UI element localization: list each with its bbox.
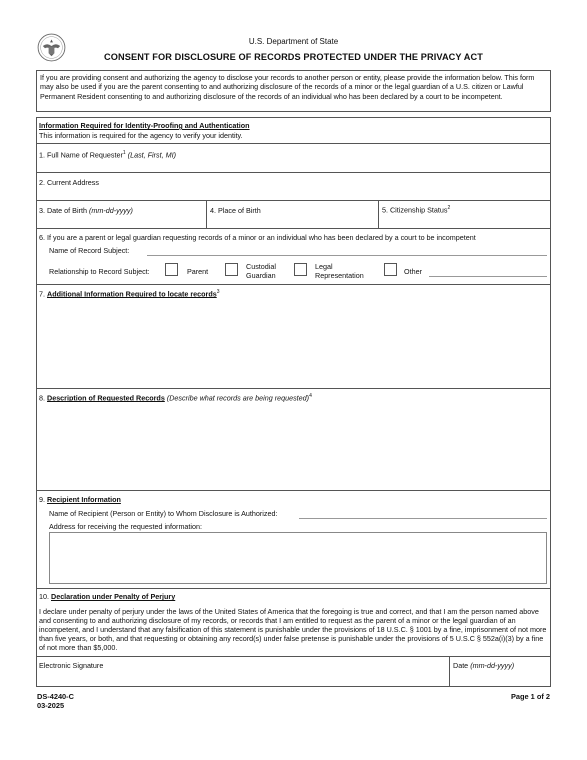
form-revision: 03-2025	[37, 701, 65, 710]
record-subject-input[interactable]	[147, 255, 547, 256]
place-of-birth-label: 4. Place of Birth	[210, 206, 261, 215]
footnote-marker: 3	[216, 289, 220, 295]
section-9-heading: 9. Recipient Information	[39, 495, 121, 504]
other-option-label: Other	[404, 267, 422, 276]
requested-records-textarea[interactable]	[37, 403, 550, 489]
full-name-label: 1. Full Name of Requester	[39, 150, 123, 160]
other-checkbox[interactable]	[384, 263, 397, 276]
electronic-signature-label: Electronic Signature	[39, 661, 104, 670]
relationship-label: Relationship to Record Subject:	[49, 267, 150, 276]
current-address-field[interactable]	[39, 178, 99, 187]
page-number: Page 1 of 2	[510, 692, 550, 701]
recipient-address-input[interactable]	[49, 532, 547, 584]
citizenship-status-label: 5. Citizenship Status	[382, 205, 448, 215]
recipient-address-label: Address for receiving the requested information:	[49, 522, 203, 531]
citizenship-status-field[interactable]	[382, 205, 450, 214]
parent-option-label: Parent	[187, 267, 209, 276]
perjury-declaration-text: I declare under penalty of perjury under the laws of the United States of America that the foregoing is true and correct, and that I am the person named above and consenting to and authorizing disclosure of my records, or records that I am entitled to request as the parent of a minor or the legal guardian of an incompetent, and I understand that any falsification of this statement is punishable under the provisions of 18 U.S.C. § 1001 by a fine, imprisonment of not more than five years, or both, and that requesting or obtaining any record(s) under false pretense is punishable under the provisions of 5 U.S.C § 552a(i)(3) by a fine of not more than $5,000.	[39, 607, 547, 652]
section-8-heading: 8. Description of Requested Records (Describe what records are being requested)$^4$	[39, 393, 312, 403]
footnote-marker: 4	[309, 393, 312, 399]
parent-checkbox[interactable]	[165, 263, 178, 276]
full-name-field[interactable]	[39, 150, 176, 159]
custodial-guardian-label: Custodial Guardian	[246, 262, 276, 280]
identity-subtext: This information is required for the agency to verify your identity.	[39, 131, 243, 140]
signature-date-hint: (mm-dd-yyyy)	[470, 661, 515, 670]
custodial-guardian-checkbox[interactable]	[225, 263, 238, 276]
section-7-heading: 7. Additional Information Required to locate records$^3$	[39, 289, 220, 299]
form-id: DS-4240-C	[37, 692, 74, 701]
section-10-heading: 10. Declaration under Penalty of Perjury	[39, 592, 176, 601]
footnote-marker: 2	[447, 205, 451, 211]
legal-representation-checkbox[interactable]	[294, 263, 307, 276]
date-of-birth-field[interactable]	[39, 206, 133, 215]
other-input[interactable]	[429, 276, 547, 277]
place-of-birth-field[interactable]	[210, 206, 261, 215]
additional-info-textarea[interactable]	[37, 298, 550, 387]
electronic-signature-field[interactable]	[37, 656, 449, 687]
intro-text: If you are providing consent and authorizing the agency to disclose your records to another person or entity, please provide the information below. This form may also be used if you are the parent consenting to and authorizing disclosure of the records of a minor or the legal guardian of a U.S. citizen or Lawful Permanent Resident consenting to and authorizing disclosure of the records of an individual who has been declared by a court to be incompetent.	[36, 70, 551, 112]
date-of-birth-hint: (mm-dd-yyyy)	[88, 206, 133, 215]
form-body	[36, 117, 551, 687]
recipient-name-input[interactable]	[299, 518, 547, 519]
form-identifier	[37, 692, 74, 710]
signature-date-label: Date	[453, 661, 469, 670]
current-address-label: 2. Current Address	[39, 178, 99, 187]
section-6-label: 6. If you are a parent or legal guardian requesting records of a minor or an individual who has been declared by a court to be incompetent	[39, 233, 476, 242]
signature-date-field[interactable]	[453, 661, 514, 670]
page-title: CONSENT FOR DISCLOSURE OF RECORDS PROTECTED UNDER THE PRIVACY ACT	[104, 52, 483, 62]
date-of-birth-label: 3. Date of Birth	[39, 206, 87, 215]
legal-representation-label: Legal Representation	[315, 262, 364, 280]
record-subject-label: Name of Record Subject:	[49, 246, 130, 255]
footnote-marker: 1	[122, 150, 126, 156]
identity-heading: Information Required for Identity-Proofing and Authentication	[39, 121, 250, 130]
full-name-hint: (Last, First, MI)	[127, 150, 177, 160]
recipient-name-label: Name of Recipient (Person or Entity) to Whom Disclosure is Authorized:	[49, 509, 278, 518]
department-name: U.S. Department of State	[248, 37, 339, 46]
